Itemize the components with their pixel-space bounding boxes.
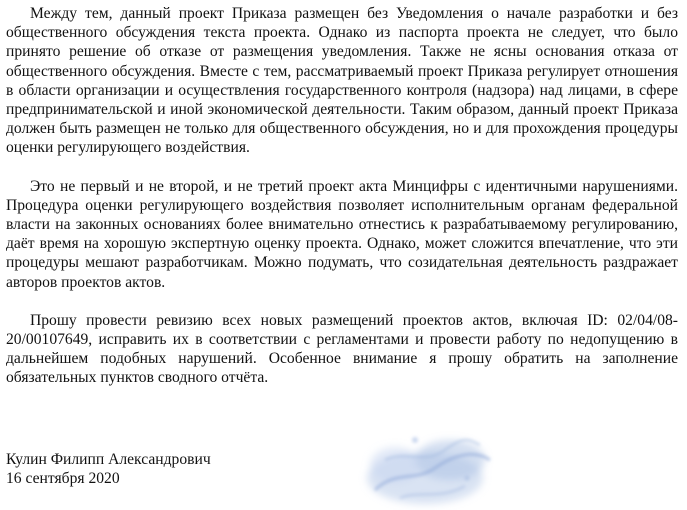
signature-date: 16 сентября 2020 xyxy=(6,470,120,488)
signer-name: Кулин Филипп Александрович xyxy=(6,451,211,468)
document-body xyxy=(6,4,678,388)
paragraph-3: Прошу провести ревизию всех новых размещений проектов актов, включая ID: 02/04/08-20/00107649, исправить их в соответствии с регламентами и провести работу по недопущению в дальнейшем подобных нарушений. Особенное внимание я прошу обратить на заполнение обязательных пунктов сводного отчёта. xyxy=(6,311,678,387)
signature-block xyxy=(6,450,211,488)
paragraph-1: Между тем, данный проект Приказа размещен без Уведомления о начале разработки и без общественного обсуждения текста проекта. Однако из паспорта проекта не следует, что было принято решение об отказе от размещения уведомления. Также не ясны основания отказа от общественного обсуждения. Вместе с тем, рассматриваемый проект Приказа регулирует отношения в области организации и осуществления государственного контроля (надзора) над лицами, в сфере предпринимательской и иной экономической деятельности. Таким образом, данный проект Приказа должен быть размещен не только для общественного обсуждения, но и для прохождения процедуры оценки регулирующего воздействия. xyxy=(6,5,678,157)
signature-stamp-image xyxy=(355,420,505,510)
paragraph-2: Это не первый и не второй, и не третий проект акта Минцифры с идентичными нарушениями. Процедура оценки регулирующего воздействия позволяет исполнительным органам федеральной власти на законных основаниях более внимательно отнестись к разрабатываемому регулированию, даёт время на хорошую экспертную оценку проекта. Однако, может сложится впечатление, что эти процедуры мешают разработчикам. Можно подумать, что созидательная деятельность раздражает авторов проектов актов. xyxy=(6,177,678,291)
